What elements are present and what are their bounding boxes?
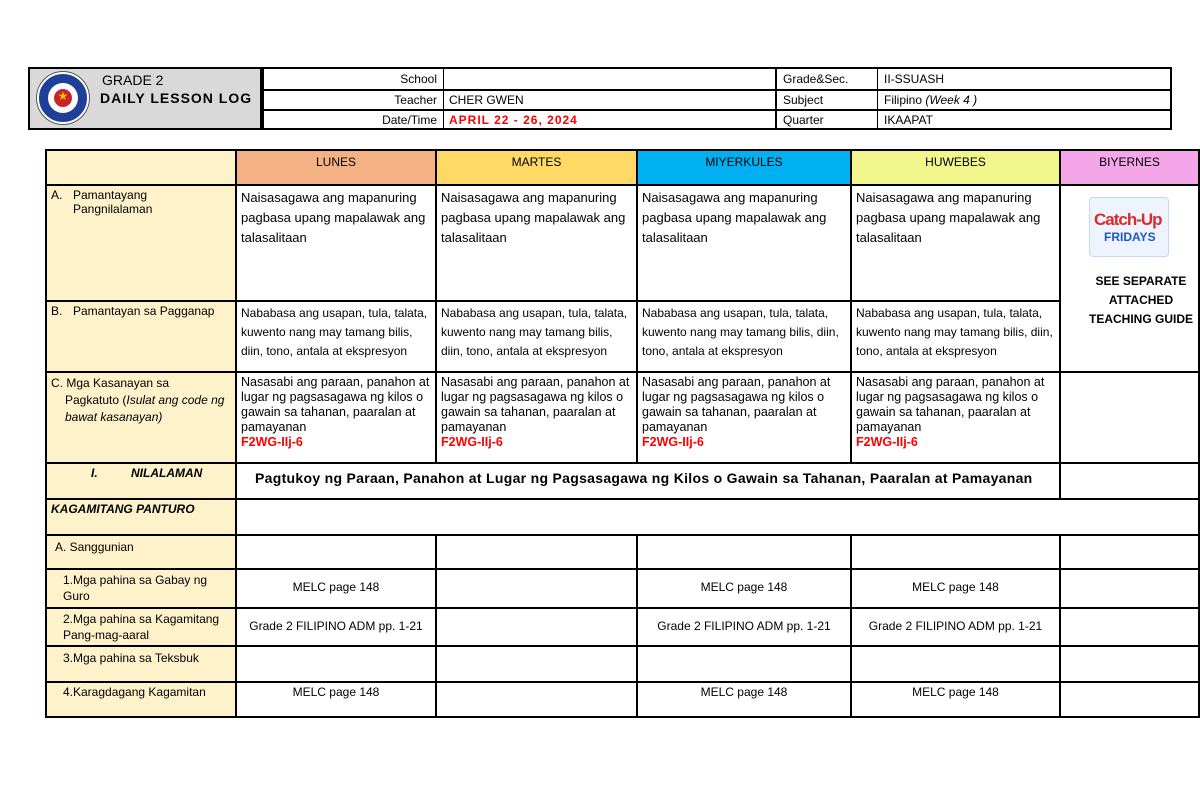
kagamitan-label: KAGAMITANG PANTURO (46, 499, 236, 535)
gabay-label: 1.Mga pahina sa Gabay ng Guro (46, 569, 236, 608)
row-a-title: Pamantayang Pangnilalaman (73, 188, 153, 216)
subject-week: (Week 4 ) (925, 93, 978, 107)
gabay-martes (436, 569, 637, 608)
day-header-biyernes: BIYERNES (1060, 150, 1199, 185)
row-c-huwebes (851, 372, 1060, 463)
corner-cell (46, 150, 236, 185)
teksbuk-miyerkules (637, 646, 851, 682)
gabay-biyernes (1060, 569, 1199, 608)
row-c-code: F2WG-IIj-6 (856, 435, 918, 449)
nilalaman-text: Pagtukoy ng Paraan, Panahon at Lugar ng Pagsasagawa ng Kilos o Gawain sa Tahanan, Paaralan at Pamayanan (236, 463, 1060, 499)
sanggunian-martes (436, 535, 637, 569)
teksbuk-lunes (236, 646, 436, 682)
datetime-label: Date/Time (382, 113, 437, 127)
day-header-miyerkules: MIYERKULES (637, 150, 851, 185)
row-c-text: Nasasabi ang paraan, panahon at lugar ng pagsasagawa ng kilos o gawain sa tahanan, paaralan at pamayanan (856, 375, 1045, 434)
gabay-lunes: MELC page 148 (236, 569, 436, 608)
gradesec-value: II-SSUASH (884, 72, 945, 86)
quarter-label: Quarter (783, 113, 824, 127)
day-header-huwebes: HUWEBES (851, 150, 1060, 185)
catch-up-fridays-logo (1089, 197, 1169, 257)
row-c-label (46, 372, 236, 463)
row-c-text: Nasasabi ang paraan, panahon at lugar ng pagsasagawa ng kilos o gawain sa tahanan, paaralan at pamayanan (441, 375, 630, 434)
row-c-code: F2WG-IIj-6 (441, 435, 503, 449)
karagdagang-label: 4.Karagdagang Kagamitan (46, 682, 236, 717)
gabay-huwebes: MELC page 148 (851, 569, 1060, 608)
karagdagang-huwebes: MELC page 148 (851, 682, 1060, 717)
nilalaman-prefix: I. (91, 466, 98, 480)
row-b-title: Pamantayan sa Pagganap (73, 304, 215, 318)
school-label: School (400, 72, 437, 86)
kagamitang-label: 2.Mga pahina sa Kagamitang Pang-mag-aaral (46, 608, 236, 646)
teksbuk-martes (436, 646, 637, 682)
teksbuk-huwebes (851, 646, 1060, 682)
karagdagang-biyernes (1060, 682, 1199, 717)
kagamitang-huwebes: Grade 2 FILIPINO ADM pp. 1-21 (851, 608, 1060, 646)
row-c-title-2: Pagkatuto ( (65, 393, 127, 407)
row-c-text: Nasasabi ang paraan, panahon at lugar ng pagsasagawa ng kilos o gawain sa tahanan, paaralan at pamayanan (241, 375, 430, 434)
sanggunian-miyerkules (637, 535, 851, 569)
row-c-title-3: Isulat ang code ng bawat kasanayan) (65, 393, 225, 424)
header-divider (877, 69, 878, 128)
sanggunian-biyernes (1060, 535, 1199, 569)
deped-seal-icon: ★ (37, 72, 89, 124)
logo-line-2: FRIDAYS (1104, 230, 1156, 244)
datetime-value: APRIL 22 - 26, 2024 (449, 113, 578, 127)
row-a-miyerkules: Naisasagawa ang mapanuring pagbasa upang mapalawak ang talasalitaan (637, 185, 851, 301)
grade-label: GRADE 2 (102, 72, 164, 88)
subject-name: Filipino (884, 93, 923, 107)
row-b-prefix: B. (51, 304, 63, 318)
day-header-martes: MARTES (436, 150, 637, 185)
kagamitang-miyerkules: Grade 2 FILIPINO ADM pp. 1-21 (637, 608, 851, 646)
quarter-value: IKAAPAT (884, 113, 933, 127)
subject-value (880, 90, 1170, 110)
kagamitang-martes (436, 608, 637, 646)
document-title: DAILY LESSON LOG (100, 90, 253, 106)
row-b-miyerkules: Nababasa ang usapan, tula, talata, kuwento nang may tamang bilis, diin, tono, antala at ekspresyon (637, 301, 851, 372)
row-b-label (46, 301, 236, 372)
row-a-lunes: Naisasagawa ang mapanuring pagbasa upang mapalawak ang talasalitaan (236, 185, 436, 301)
row-c-code: F2WG-IIj-6 (642, 435, 704, 449)
nilalaman-biyernes (1060, 463, 1199, 499)
row-b-lunes: Nababasa ang usapan, tula, talata, kuwento nang may tamang bilis, diin, tono, antala at ekspresyon (236, 301, 436, 372)
row-c-title-1: C. Mga Kasanayan sa (51, 376, 170, 390)
kagamitan-content (236, 499, 1199, 535)
karagdagang-miyerkules: MELC page 148 (637, 682, 851, 717)
teksbuk-biyernes (1060, 646, 1199, 682)
sanggunian-huwebes (851, 535, 1060, 569)
friday-note: SEE SEPARATE ATTACHED TEACHING GUIDE (1088, 274, 1193, 326)
karagdagang-martes (436, 682, 637, 717)
teksbuk-label: 3.Mga pahina sa Teksbuk (46, 646, 236, 682)
teacher-value: CHER GWEN (449, 93, 524, 107)
day-header-lunes: LUNES (236, 150, 436, 185)
logo-line-1: Catch-Up (1094, 210, 1162, 229)
nilalaman-label (46, 463, 236, 499)
gradesec-label: Grade&Sec. (783, 72, 849, 86)
row-c-martes (436, 372, 637, 463)
row-c-lunes (236, 372, 436, 463)
row-c-code: F2WG-IIj-6 (241, 435, 303, 449)
nilalaman-title: NILALAMAN (131, 466, 203, 480)
header-divider (443, 69, 444, 128)
row-b-huwebes: Nababasa ang usapan, tula, talata, kuwento nang may tamang bilis, diin, tono, antala at ekspresyon (851, 301, 1060, 372)
sanggunian-label: A. Sanggunian (46, 535, 236, 569)
subject-label: Subject (783, 93, 824, 107)
row-b-martes: Nababasa ang usapan, tula, talata, kuwento nang may tamang bilis, diin, tono, antala at ekspresyon (436, 301, 637, 372)
row-c-biyernes (1060, 372, 1199, 463)
row-c-miyerkules (637, 372, 851, 463)
sanggunian-lunes (236, 535, 436, 569)
karagdagang-lunes: MELC page 148 (236, 682, 436, 717)
gabay-miyerkules: MELC page 148 (637, 569, 851, 608)
row-a-huwebes: Naisasagawa ang mapanuring pagbasa upang mapalawak ang talasalitaan (851, 185, 1060, 301)
kagamitang-lunes: Grade 2 FILIPINO ADM pp. 1-21 (236, 608, 436, 646)
row-a-martes: Naisasagawa ang mapanuring pagbasa upang mapalawak ang talasalitaan (436, 185, 637, 301)
teacher-label: Teacher (394, 93, 437, 107)
header-divider (775, 69, 777, 128)
kagamitang-biyernes (1060, 608, 1199, 646)
row-a-prefix: A. (51, 188, 63, 202)
row-a-label (46, 185, 236, 301)
row-c-text: Nasasabi ang paraan, panahon at lugar ng pagsasagawa ng kilos o gawain sa tahanan, paaralan at pamayanan (642, 375, 831, 434)
